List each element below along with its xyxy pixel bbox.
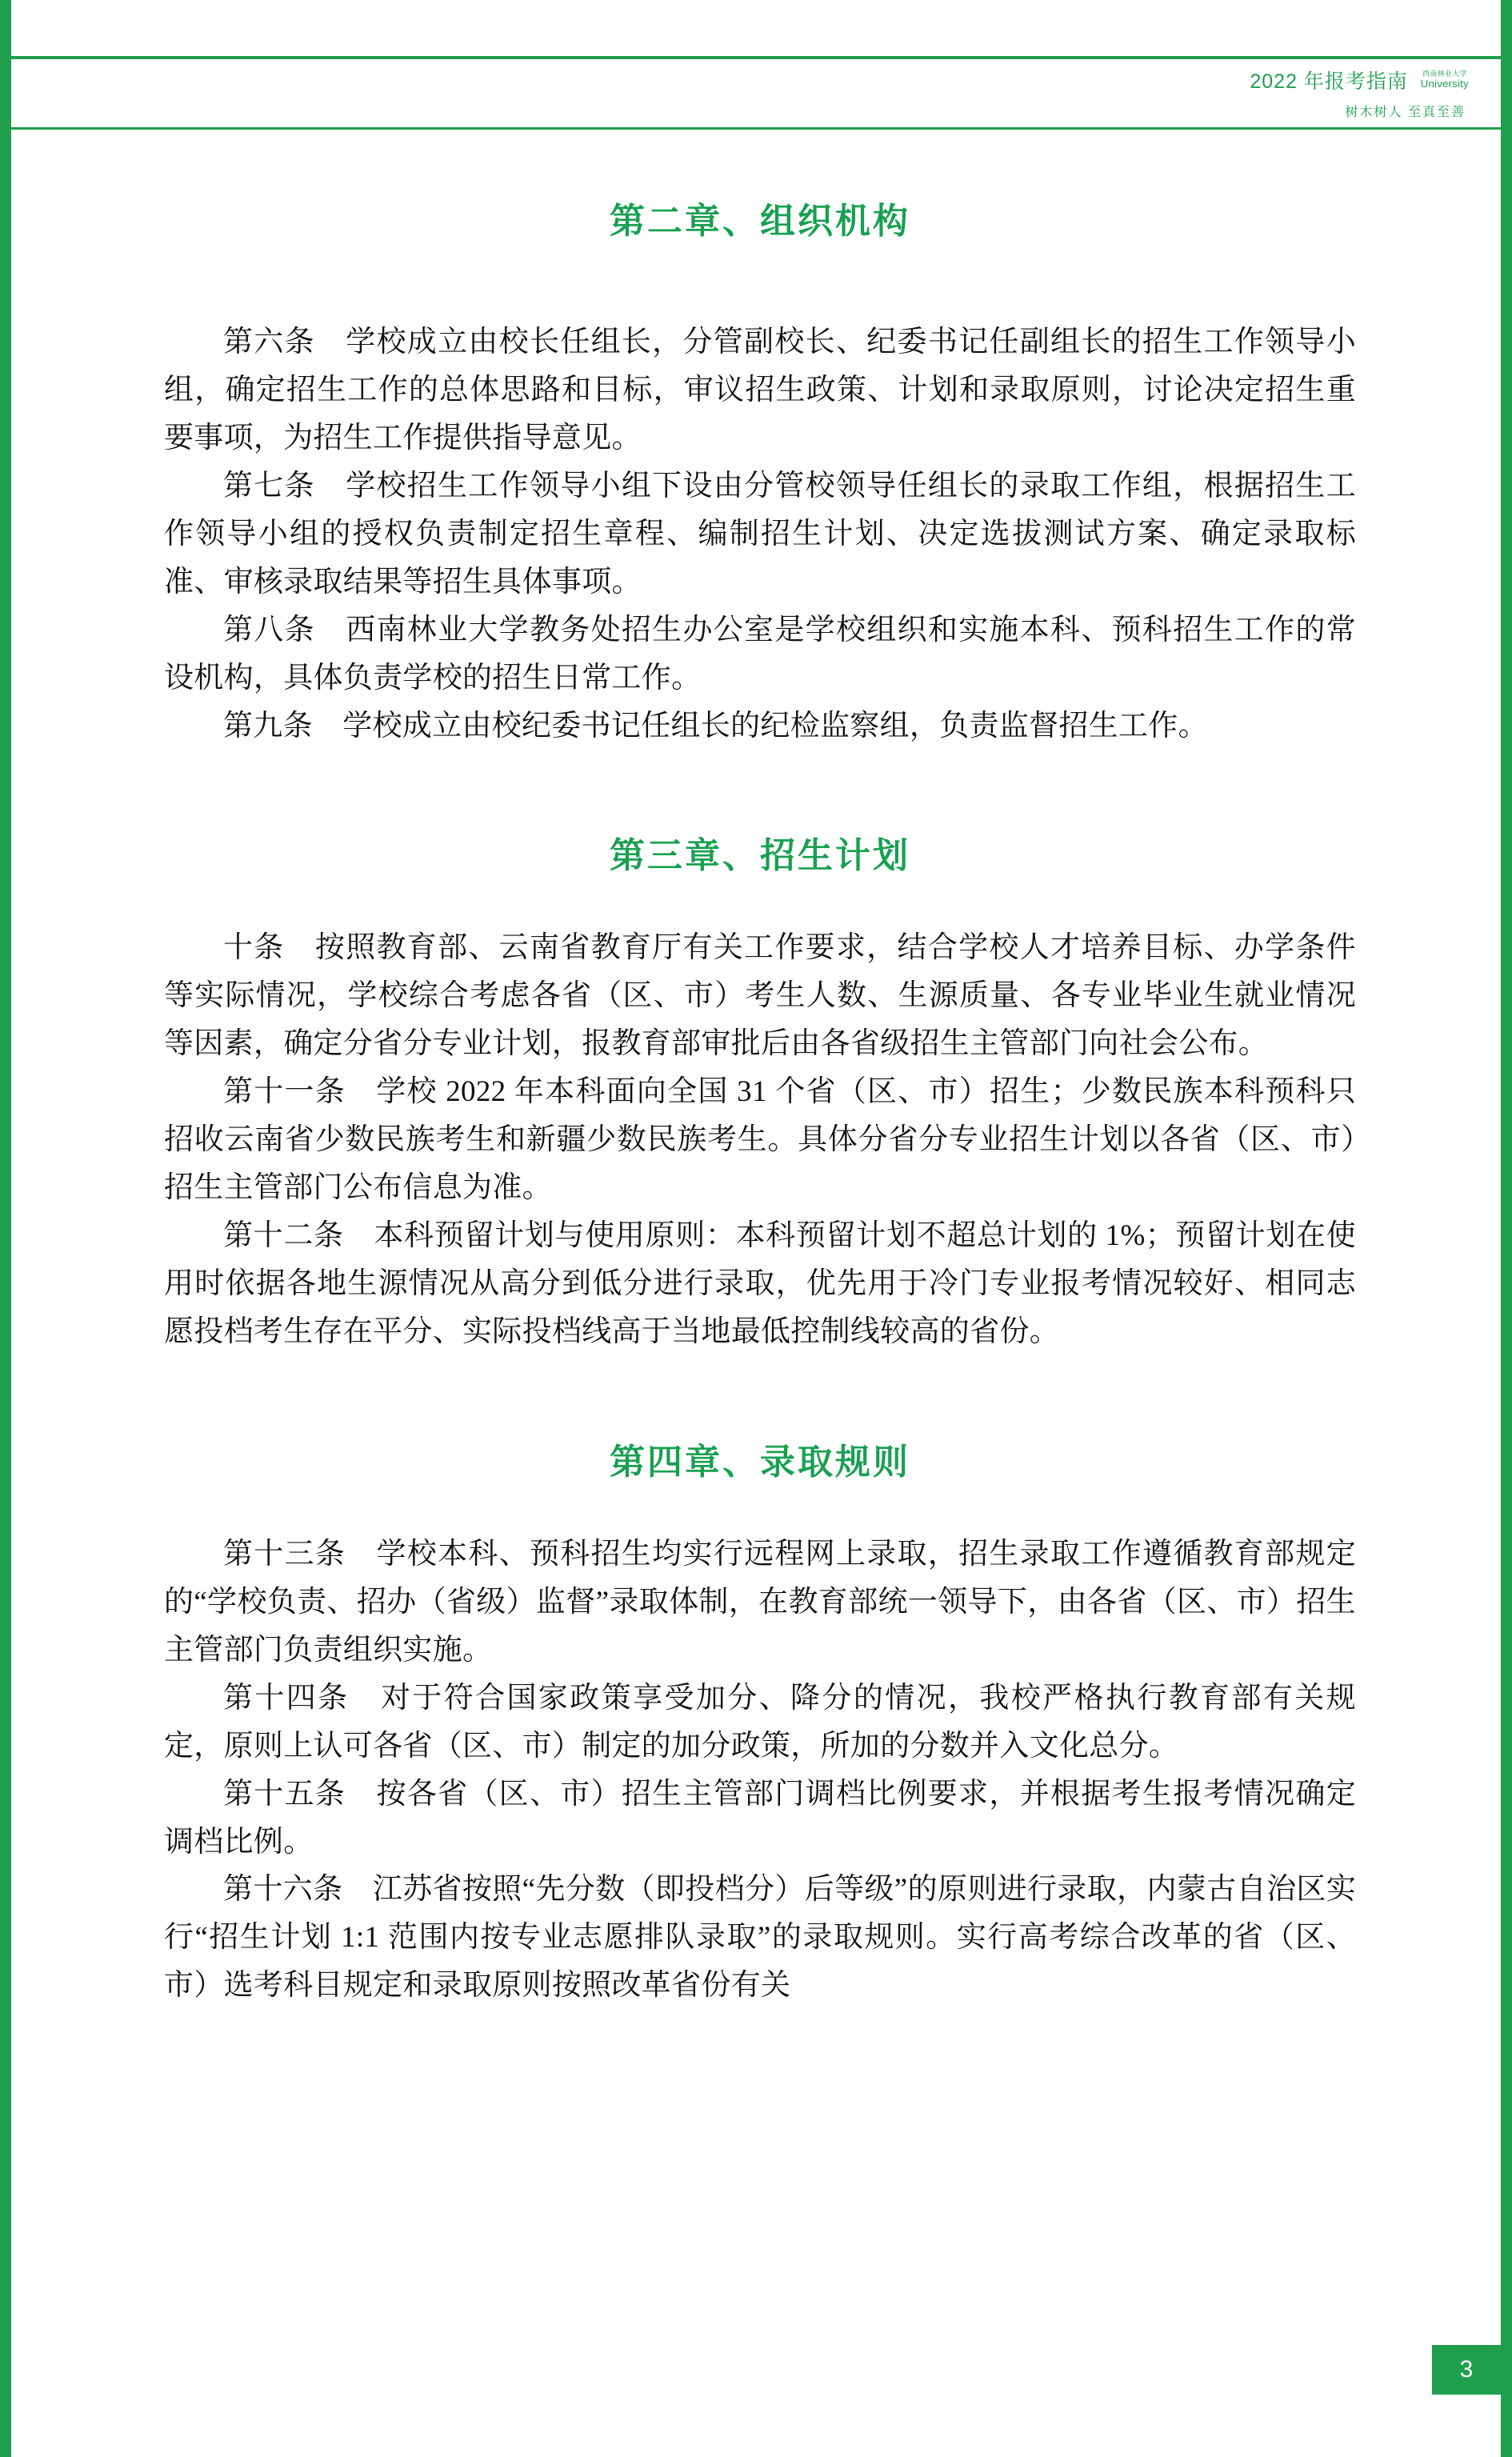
logo-english-name: University bbox=[1420, 77, 1469, 90]
paragraph-article-13: 第十三条 学校本科、预科招生均实行远程网上录取，招生录取工作遵循教育部规定的“学校负责、招办（省级）监督”录取体制，在教育部统一领导下，由各省（区、市）招生主管部门负责组织实施。 bbox=[164, 1537, 1356, 1667]
header-title-row bbox=[1250, 66, 1469, 94]
document-body bbox=[164, 192, 1356, 2010]
chapter-heading-3: 第三章、招生计划 bbox=[610, 836, 910, 876]
paragraph-article-8: 第八条 西南林业大学教务处招生办公室是学校组织和实施本科、预科招生工作的常设机构，具体负责学校的招生日常工作。 bbox=[164, 613, 1356, 694]
logo-chinese-name: 西南林业大学 bbox=[1422, 70, 1467, 78]
paragraph-article-14: 第十四条 对于符合国家政策享受加分、降分的情况，我校严格执行教育部有关规定，原则上认可各省（区、市）制定的加分政策，所加的分数并入文化总分。 bbox=[164, 1681, 1356, 1763]
paragraph-article-6: 第六条 学校成立由校长任组长，分管副校长、纪委书记任副组长的招生工作领导小组，确定招生工作的总体思路和目标，审议招生政策、计划和录取原则，讨论决定招生重要事项，为招生工作提供指导意见。 bbox=[164, 326, 1356, 454]
university-logo bbox=[1421, 70, 1469, 89]
chapter-heading-2: 第二章、组织机构 bbox=[610, 202, 910, 241]
chapter-heading-4: 第四章、录取规则 bbox=[610, 1442, 910, 1482]
page-left-border bbox=[0, 0, 11, 2457]
paragraph-article-10: 十条 按照教育部、云南省教育厅有关工作要求，结合学校人才培养目标、办学条件等实际情况，学校综合考虑各省（区、市）考生人数、生源质量、各专业毕业生就业情况等因素，确定分省分专业计划，报教育部审批后由各省级招生主管部门向社会公布。 bbox=[164, 931, 1356, 1061]
paragraph-article-7: 第七条 学校招生工作领导小组下设由分管校领导任组长的录取工作组，根据招生工作领导小组的授权负责制定招生章程、编制招生计划、决定选拔测试方案、确定录取标准、审核录取结果等招生具体事项。 bbox=[164, 469, 1356, 598]
header-motto: 树木树人 至真至善 bbox=[1345, 106, 1466, 119]
spacer bbox=[164, 243, 1356, 272]
paragraph-article-15: 第十五条 按各省（区、市）招生主管部门调档比例要求，并根据考生报考情况确定调档比例。 bbox=[164, 1777, 1356, 1859]
page-right-border bbox=[1501, 0, 1512, 2457]
paragraph-article-9: 第九条 学校成立由校纪委书记任组长的纪检监察组，负责监督招生工作。 bbox=[223, 709, 1208, 742]
paragraph-article-16: 第十六条 江苏省按照“先分数（即投档分）后等级”的原则进行录取，内蒙古自治区实行“招生计划 1:1 范围内按专业志愿排队录取”的录取规则。实行高考综合改革的省（区、市）选考科目规定和录取原则按照改革省份有关 bbox=[164, 1873, 1356, 2003]
paragraph-article-11: 第十一条 学校 2022 年本科面向全国 31 个省（区、市）招生；少数民族本科预科只招收云南省少数民族考生和新疆少数民族考生。具体分省分专业招生计划以各省（区、市）招生主管部门公布信息为准。 bbox=[164, 1075, 1356, 1205]
paragraph-article-12: 第十二条 本科预留计划与使用原则：本科预留计划不超总计划的 1%；预留计划在使用时依据各地生源情况从高分到低分进行录取，优先用于冷门专业报考情况较好、相同志愿投档考生存在平分、实际投档线高于当地最低控制线较高的省份。 bbox=[164, 1219, 1356, 1348]
page-number-badge: 3 bbox=[1432, 2345, 1501, 2395]
header-content bbox=[1250, 56, 1469, 130]
page-header bbox=[11, 56, 1501, 130]
header-title: 2022 年报考指南 bbox=[1250, 70, 1408, 93]
